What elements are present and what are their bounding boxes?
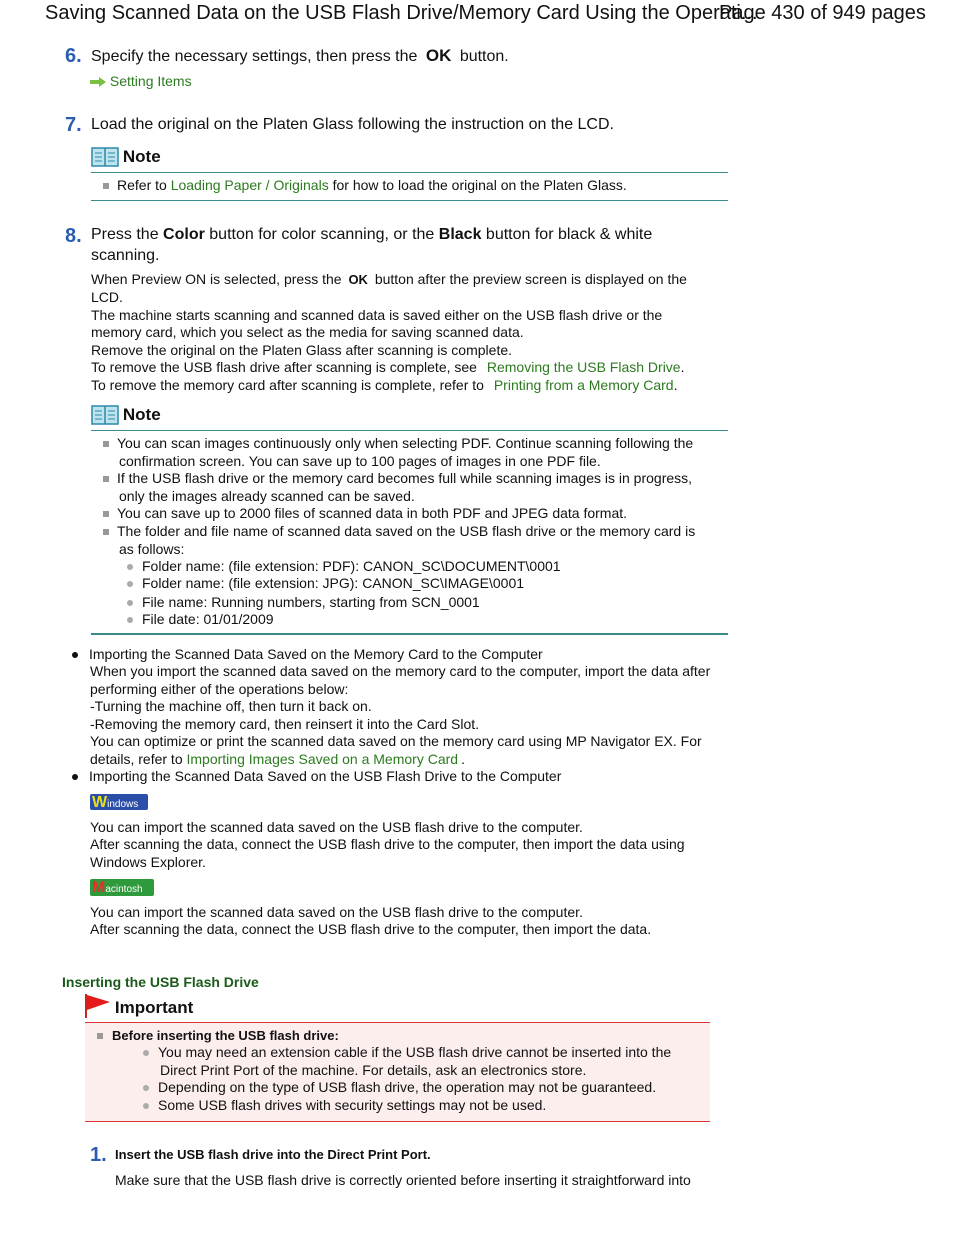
- setting-items-link[interactable]: [90, 73, 192, 91]
- step-8-p4: Remove the original on the Platen Glass after scanning is complete.: [91, 342, 513, 358]
- black-bullet-icon: [72, 652, 78, 658]
- note-header-2: [91, 405, 161, 425]
- sub-item-1: [127, 558, 561, 576]
- step-number-1: 1.: [90, 1144, 107, 1166]
- step-8-p3: memory card, which you select as the media for saving scanned data.: [91, 324, 524, 340]
- win-l1: You can import the scanned data saved on the USB flash drive to the computer.: [90, 819, 583, 835]
- step-number-8: 8.: [65, 225, 82, 247]
- sub-item-3: [127, 594, 480, 612]
- square-bullet-icon: [103, 476, 109, 482]
- note-1-before: Refer to: [117, 177, 167, 193]
- sub-item-3-text: File name: Running numbers, starting from SCN_0001: [142, 594, 480, 610]
- win-l2: After scanning the data, connect the USB flash drive to the computer, then import the data using: [90, 836, 685, 852]
- loading-paper-link[interactable]: Loading Paper / Originals: [170, 177, 329, 193]
- step-1-title: Insert the USB flash drive into the Direct Print Port.: [115, 1147, 431, 1162]
- import-mc-l4: -Removing the memory card, then reinsert it into the Card Slot.: [90, 716, 480, 732]
- sub-item-4-text: File date: 01/01/2009: [142, 611, 274, 627]
- p1b: button after the preview screen is displayed on the: [374, 271, 687, 287]
- important-item-1: [143, 1044, 671, 1062]
- note-title-2: Note: [122, 405, 161, 424]
- black-button-label: Black: [438, 226, 482, 243]
- color-button-label: Color: [163, 226, 205, 243]
- important-header: [85, 994, 193, 1018]
- note-2-line-2: confirmation screen. You can save up to 100 pages of images in one PDF file.: [119, 453, 601, 469]
- note-item-1: [103, 177, 627, 195]
- round-bullet-icon: [143, 1085, 149, 1091]
- step-8-t1: Press the: [91, 226, 159, 243]
- section-heading-inserting: Inserting the USB Flash Drive: [62, 974, 259, 990]
- import-mc-l5: You can optimize or print the scanned data saved on the memory card using MP Navigator EX. For: [90, 733, 702, 749]
- sub-item-4: [127, 611, 274, 629]
- step-7-text: Load the original on the Platen Glass following the instruction on the LCD.: [91, 116, 614, 133]
- sub-item-2: [127, 575, 524, 593]
- note-divider-top-2: [91, 430, 728, 431]
- step-8-p1: [91, 271, 687, 289]
- step-8-t2: button for color scanning, or the: [209, 226, 435, 243]
- import-mc-l2: performing either of the operations below:: [90, 681, 349, 697]
- import-mc-l6: [90, 751, 465, 769]
- round-bullet-icon: [143, 1050, 149, 1056]
- note-2-line-7: as follows:: [119, 541, 185, 557]
- note-2-line-1: You can scan images continuously only when selecting PDF. Continue scanning following the: [117, 435, 694, 451]
- round-bullet-icon: [143, 1103, 149, 1109]
- step-8-line-1: [91, 224, 652, 245]
- note-2-item-3: [103, 505, 627, 523]
- import-mc-l6a: details, refer to: [90, 751, 183, 767]
- square-bullet-icon: [97, 1033, 103, 1039]
- removing-usb-link[interactable]: Removing the USB Flash Drive: [486, 359, 681, 375]
- square-bullet-icon: [103, 511, 109, 517]
- import-usb-title: Importing the Scanned Data Saved on the USB Flash Drive to the Computer: [89, 768, 562, 784]
- step-8-p1c: LCD.: [91, 289, 123, 305]
- windows-badge-initial: W: [92, 794, 108, 810]
- important-before-text: Before inserting the USB flash drive:: [112, 1028, 339, 1043]
- note-2-item-2: [103, 470, 692, 488]
- round-bullet-icon: [127, 564, 133, 570]
- round-bullet-icon: [127, 581, 133, 587]
- sub-item-2-text: Folder name: (file extension: JPG): CANON_SC\IMAGE\0001: [142, 575, 525, 591]
- note-2-line-3: If the USB flash drive or the memory card becomes full while scanning images is in progress,: [117, 470, 693, 486]
- import-mc-bullet: [72, 646, 543, 664]
- important-item-3-text: Some USB flash drives with security settings may not be used.: [158, 1097, 547, 1113]
- p5a: To remove the USB flash drive after scanning is complete, see: [91, 359, 477, 375]
- windows-badge-text: indows: [107, 799, 139, 810]
- step-6-after: button.: [459, 48, 509, 65]
- step-6-before: Specify the necessary settings, then press the: [91, 48, 418, 65]
- import-mc-l1: When you import the scanned data saved on the memory card to the computer, import the data after: [90, 663, 711, 679]
- import-mc-l3: -Turning the machine off, then turn it back on.: [90, 698, 372, 714]
- note-title-1: Note: [122, 147, 161, 166]
- macintosh-badge: [90, 879, 154, 896]
- sub-item-1-text: Folder name: (file extension: PDF): CANON_SC\DOCUMENT\0001: [142, 558, 561, 574]
- note-2-line-5: You can save up to 2000 files of scanned data in both PDF and JPEG data format.: [117, 505, 628, 521]
- step-number-7: 7.: [65, 114, 82, 136]
- step-8-p5: [91, 359, 685, 377]
- book-icon: [91, 147, 119, 167]
- note-1-after: for how to load the original on the Platen Glass.: [332, 177, 627, 193]
- windows-badge: [90, 794, 148, 810]
- round-bullet-icon: [127, 617, 133, 623]
- p6-period: .: [673, 377, 678, 393]
- note-2-line-6: The folder and file name of scanned data saved on the USB flash drive or the memory card is: [117, 523, 696, 539]
- step-number-6: 6.: [65, 45, 82, 67]
- step-1-text: Make sure that the USB flash drive is correctly oriented before inserting it straightforward into: [115, 1172, 691, 1188]
- ok-label-inline: OK: [348, 272, 368, 287]
- ok-button-label: OK: [425, 46, 452, 65]
- round-bullet-icon: [127, 600, 133, 606]
- square-bullet-icon: [103, 441, 109, 447]
- mac-l1: You can import the scanned data saved on the USB flash drive to the computer.: [90, 904, 583, 920]
- note-divider-top-1: [91, 172, 728, 173]
- import-mc-title: Importing the Scanned Data Saved on the Memory Card to the Computer: [89, 646, 543, 662]
- macintosh-badge-initial: M: [92, 879, 106, 896]
- p5-period: .: [680, 359, 685, 375]
- square-bullet-icon: [103, 529, 109, 535]
- p6a: To remove the memory card after scanning is complete, refer to: [91, 377, 484, 393]
- note-2-item-1: [103, 435, 693, 453]
- document-title: Saving Scanned Data on the USB Flash Drive/Memory Card Using the Operati...: [45, 2, 758, 24]
- arrow-right-icon: [90, 77, 106, 87]
- important-item-1b: Direct Print Port of the machine. For details, ask an electronics store.: [160, 1062, 587, 1078]
- black-bullet-icon: [72, 774, 78, 780]
- important-item-2: [143, 1079, 656, 1097]
- import-usb-bullet: [72, 768, 561, 786]
- importing-images-link[interactable]: Importing Images Saved on a Memory Card: [186, 751, 459, 767]
- p1a: When Preview ON is selected, press the: [91, 271, 342, 287]
- note-header-1: [91, 147, 161, 167]
- mac-l2: After scanning the data, connect the USB flash drive to the computer, then import the data.: [90, 921, 652, 937]
- step-8-t3: button for black & white: [485, 226, 653, 243]
- step-6-text: [91, 45, 509, 67]
- important-before: [97, 1027, 339, 1045]
- step-8-line-2: scanning.: [91, 247, 160, 264]
- setting-items-link-text: Setting Items: [109, 73, 192, 89]
- step-8-p2: The machine starts scanning and scanned data is saved either on the USB flash drive or the: [91, 307, 663, 323]
- import-mc-period: .: [461, 751, 465, 767]
- win-l3: Windows Explorer.: [90, 854, 206, 870]
- step-8-p6: [91, 377, 677, 395]
- note-divider-bottom-2: [91, 633, 728, 635]
- page-counter: Page 430 of 949 pages: [719, 2, 926, 24]
- note-2-line-4: only the images already scanned can be saved.: [119, 488, 415, 504]
- important-item-3: [143, 1097, 546, 1115]
- macintosh-badge-text: acintosh: [105, 884, 143, 895]
- printing-memory-card-link[interactable]: Printing from a Memory Card: [493, 377, 674, 393]
- note-divider-bottom-1: [91, 200, 728, 201]
- important-item-2-text: Depending on the type of USB flash drive, the operation may not be guaranteed.: [158, 1079, 657, 1095]
- book-icon: [91, 405, 119, 425]
- square-bullet-icon: [103, 183, 109, 189]
- important-title: Important: [114, 998, 194, 1017]
- note-2-item-4: [103, 523, 695, 541]
- red-flag-icon: [85, 994, 111, 1018]
- important-item-1-text: You may need an extension cable if the USB flash drive cannot be inserted into the: [158, 1044, 672, 1060]
